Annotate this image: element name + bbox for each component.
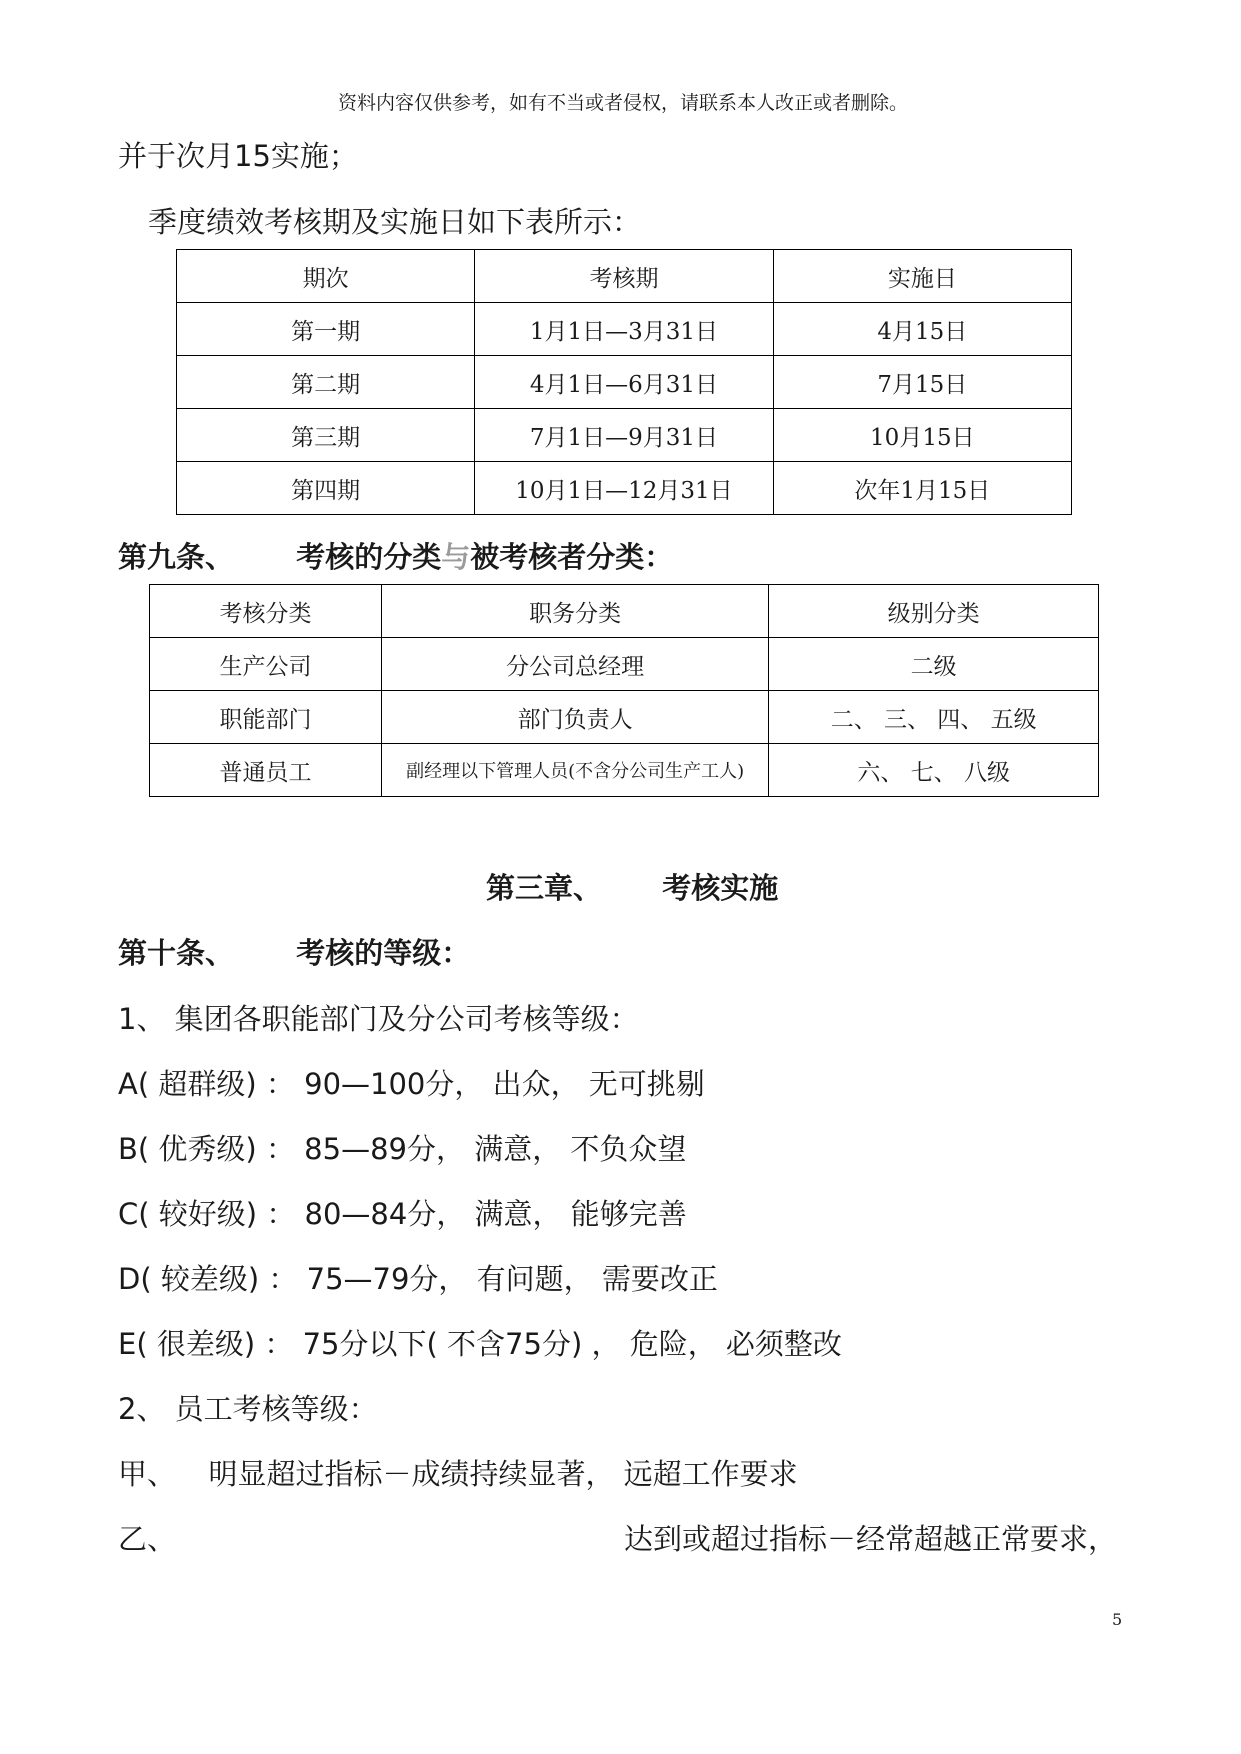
table-row [150, 691, 1099, 744]
chapter3-heading [486, 866, 778, 907]
grade-item: E( 很差级) ： 75分以下( 不含75分) ， 危险， 必须整改 [118, 1327, 842, 1361]
level-yi-label: 乙、 [118, 1522, 177, 1556]
grade-item: A( 超群级) ： 90—100分， 出众， 无可挑剔 [118, 1067, 705, 1101]
table-header-row [150, 585, 1099, 638]
article9-title-a: 考核的分类 [296, 540, 442, 574]
table-cell: 六、 七、 八级 [769, 744, 1099, 797]
article10-title: 考核的等级： [296, 936, 471, 970]
header-cell: 职务分类 [382, 585, 769, 638]
header-note: 资料内容仅供参考，如有不当或者侵权，请联系本人改正或者删除。 [338, 92, 909, 114]
table-cell: 部门负责人 [382, 691, 769, 744]
article9-label: 第九条、 [118, 540, 235, 574]
level-jia [118, 1452, 798, 1493]
table-cell: 7月1日—9月31日 [475, 409, 773, 462]
table-row [150, 638, 1099, 691]
table-row [177, 303, 1072, 356]
page-number: 5 [1112, 1610, 1123, 1629]
section2-heading: 2、 员工考核等级： [118, 1392, 378, 1426]
header-cell: 考核分类 [150, 585, 382, 638]
grade-item: B( 优秀级) ： 85—89分， 满意， 不负众望 [118, 1132, 687, 1166]
table-cell: 10月1日—12月31日 [475, 462, 773, 515]
article9-title-mid: 与 [441, 540, 471, 574]
table-cell: 二、 三、 四、 五级 [769, 691, 1099, 744]
table-cell: 第二期 [177, 356, 475, 409]
table-cell: 1月1日—3月31日 [475, 303, 773, 356]
table-cell: 次年1月15日 [773, 462, 1071, 515]
table-cell: 第一期 [177, 303, 475, 356]
article9-title-b: 被考核者分类： [470, 540, 674, 574]
table-cell: 分公司总经理 [382, 638, 769, 691]
level-yi-text: 达到或超过指标－经常超越正常要求， [624, 1522, 1118, 1556]
article10-label: 第十条、 [118, 936, 235, 970]
table-cell: 二级 [769, 638, 1099, 691]
intro-line: 并于次月15实施； [118, 139, 358, 173]
table-row [177, 462, 1072, 515]
table-row [150, 744, 1099, 797]
table-cell: 副经理以下管理人员(不含分公司生产工人) [382, 744, 769, 797]
table-cell: 4月15日 [773, 303, 1071, 356]
article10-heading [118, 931, 470, 972]
table-row [177, 356, 1072, 409]
table-header-row [177, 250, 1072, 303]
period-table [176, 249, 1072, 515]
table-cell: 7月15日 [773, 356, 1071, 409]
header-cell: 考核期 [475, 250, 773, 303]
article9-heading [118, 535, 673, 576]
level-jia-text: 明显超过指标－成绩持续显著， 远超工作要求 [208, 1457, 798, 1491]
table-cell: 4月1日—6月31日 [475, 356, 773, 409]
header-cell: 实施日 [773, 250, 1071, 303]
grade-item: C( 较好级) ： 80—84分， 满意， 能够完善 [118, 1197, 687, 1231]
table-cell: 普通员工 [150, 744, 382, 797]
header-cell: 级别分类 [769, 585, 1099, 638]
grade-item: D( 较差级) ： 75—79分， 有问题， 需要改正 [118, 1262, 718, 1296]
section1-heading: 1、 集团各职能部门及分公司考核等级： [118, 1002, 639, 1036]
table-cell: 职能部门 [150, 691, 382, 744]
table-caption: 季度绩效考核期及实施日如下表所示： [148, 205, 642, 239]
table-cell: 第三期 [177, 409, 475, 462]
chapter3-label: 第三章、 [486, 871, 603, 905]
header-cell: 期次 [177, 250, 475, 303]
table-cell: 第四期 [177, 462, 475, 515]
level-jia-label: 甲、 [118, 1457, 177, 1491]
chapter3-title: 考核实施 [662, 871, 779, 905]
table-cell: 10月15日 [773, 409, 1071, 462]
table-cell: 生产公司 [150, 638, 382, 691]
classification-table [149, 584, 1099, 797]
table-row [177, 409, 1072, 462]
